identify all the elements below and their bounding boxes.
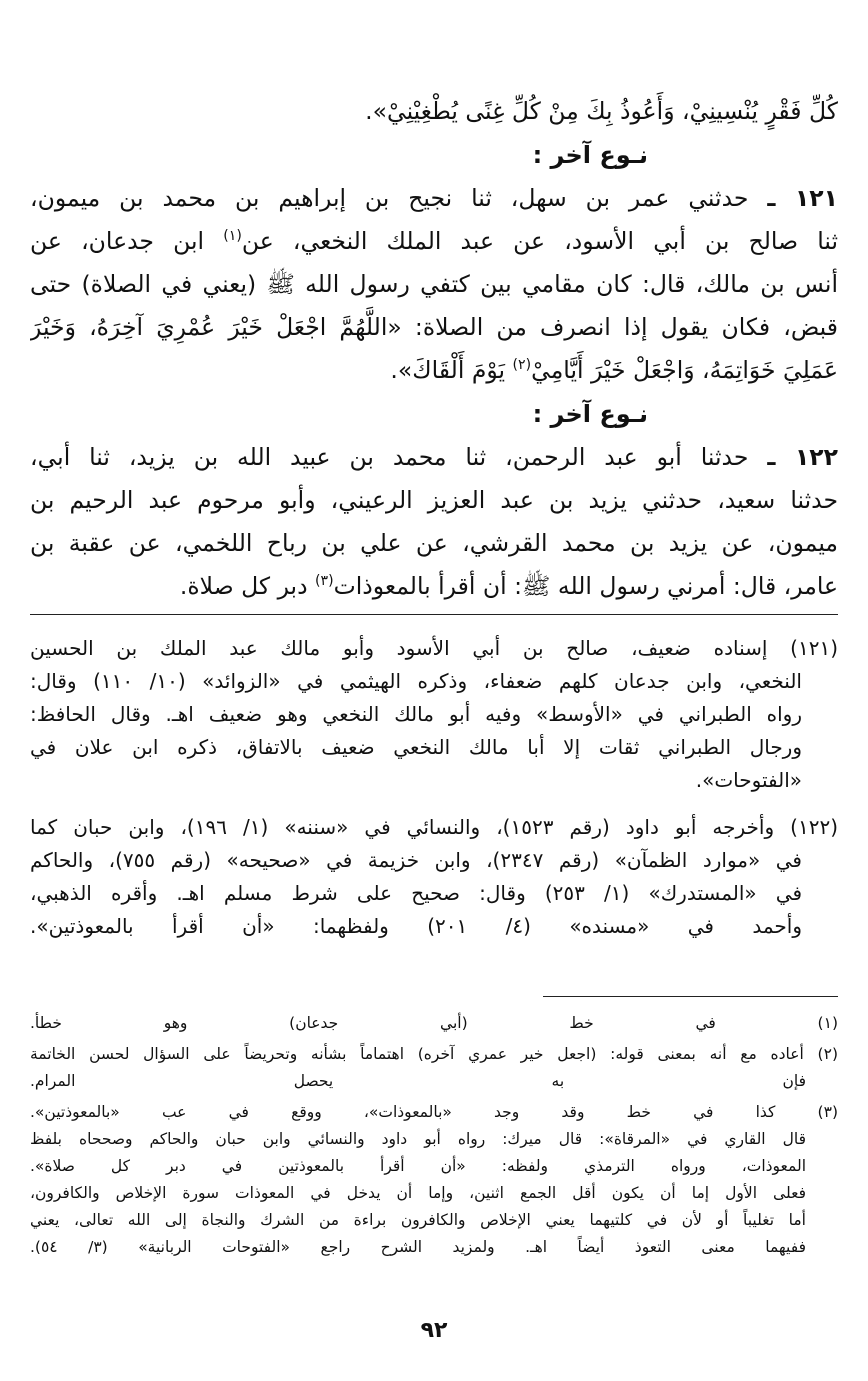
footnote-line: المعوذات، ورواه الترمذي ولفظه: «أن أقرأ بالمعوذتين في دبر كل صلاة». [30, 1157, 806, 1175]
footnote-line: أما تغليباً أو لأن في كلتيهما يعني الإخلاص والكافرون براءة من الشرك والنجاة إلى الله تعالى، يعني [30, 1211, 806, 1229]
hadith-text: عامر، قال: أمرني رسول الله ﷺ: أن أقرأ بالمعوذات [333, 572, 838, 600]
divider [30, 614, 838, 615]
note-line: «الفتوحات». [695, 768, 802, 792]
note-line: ورجال الطبراني ثقات إلا أبا مالك النخعي ضعيف بالاتفاق، ذكره ابن علان في [30, 735, 802, 759]
footnote-ref[interactable]: (٣) [315, 573, 334, 590]
hadith-number: ١٢٢ ـ [767, 443, 838, 471]
footnote-line: فعلى الأول إما أن يكون أقل الجمع اثنين، وإما أن يدخل في المعوذات سورة الإخلاص والكافرون، [30, 1184, 806, 1202]
hadith-122-line: ميمون، عن يزيد بن محمد القرشي، عن علي بن رباح اللخمي، عن عقبة بن [30, 529, 838, 557]
hadith-text: دبر كل صلاة. [179, 572, 308, 600]
footnote-line: (٢) أعاده مع أنه بمعنى قوله: (اجعل خير عمري آخره) اهتماماً بشأنه وتحريضاً على السؤال لحسن الخاتمة [30, 1045, 838, 1063]
note-line: رواه الطبراني في «الأوسط» وفيه أبو مالك النخعي وهو ضعيف اهـ. وقال الحافظ: [30, 702, 802, 726]
hadith-121-line [30, 220, 838, 263]
footnote-ref[interactable]: (٢) [512, 357, 532, 374]
note-line: (١٢١) إسناده ضعيف، صالح بن أبي الأسود وأبو مالك عبد الملك بن الحسين [30, 636, 838, 660]
hadith-122-line: حدثنا سعيد، حدثني يزيد بن عبد العزيز الرعيني، وأبو مرحوم عبد الرحيم بن [30, 486, 838, 514]
hadith-text: ثنا صالح بن أبي الأسود، عن عبد الملك النخعي، عن [241, 227, 838, 255]
hadith-number: ١٢١ ـ [767, 184, 838, 212]
book-page [30, 0, 838, 1381]
footnote-line: قال القاري في «المرقاة»: قال ميرك: رواه أبو داود والنسائي وابن حبان والحاكم وصححاه بلفظ [30, 1130, 806, 1148]
hadith-text: حدثني عمر بن سهل، ثنا نجيح بن إبراهيم بن محمد بن ميمون، [30, 184, 749, 212]
note-line: (١٢٢) وأخرجه أبو داود (رقم ١٥٢٣)، والنسائي في «سننه» (١/ ١٩٦)، وابن حبان كما [30, 815, 838, 839]
takhrij-notes [30, 632, 838, 943]
section-heading: نـوع آخر : [532, 141, 648, 169]
footnote-line: فإن به يحصل المرام. [30, 1072, 806, 1090]
hadith-text: عَمَلِيَ خَوَاتِمَهُ، وَاجْعَلْ خَيْرَ أَيَّامِيْ [531, 356, 838, 384]
hadith-text: يَوْمَ أَلْقَاكَ». [390, 356, 506, 384]
note-line: وأحمد في «مسنده» (٤/ ٢٠١) ولفظهما: «أن أقرأ بالمعوذتين». [30, 914, 802, 938]
hadith-121-line: قبض، فكان يقول إذا انصرف من الصلاة: «اللَّهُمَّ اجْعَلْ خَيْرَ عُمْرِيَ آخِرَهُ، وَخَيْرَ [30, 313, 838, 341]
page-number: ٩٢ [420, 1318, 448, 1343]
hadith-122-line [30, 436, 838, 479]
section-heading: نـوع آخر : [532, 400, 648, 428]
footnote-ref[interactable]: (١) [223, 228, 242, 245]
note-line: في «المستدرك» (١/ ٢٥٣) وقال: صحيح على شرط مسلم اهـ. وأقره الذهبي، [30, 881, 803, 905]
hadith-121-line: أنس بن مالك، قال: كان مقامي بين كتفي رسول الله ﷺ (يعني في الصلاة) حتى [30, 270, 838, 298]
hadith-text: ابن جدعان، عن [30, 227, 205, 255]
hadith-122-line [30, 565, 838, 608]
note-line: النخعي، وابن جدعان كلهم ضعفاء، وذكره الهيثمي في «الزوائد» (١٠/ ١١٠) وقال: [30, 669, 802, 693]
note-line: في «موارد الظمآن» (رقم ٢٣٤٧)، وابن خزيمة في «صحيحه» (رقم ٧٥٥)، والحاكم [30, 848, 802, 872]
footnote-line: (٣) كذا في خط وقد وجد «بالمعوذات»، ووقع في عب «بالمعوذتين». [30, 1103, 838, 1121]
hadith-text: حدثنا أبو عبد الرحمن، ثنا محمد بن عبيد الله بن يزيد، ثنا أبي، [30, 443, 749, 471]
footnote-line: ففيهما معنى التعوذ أيضاً اهـ. ولمزيد الشرح راجع «الفتوحات الربانية» (٣/ ٥٤). [30, 1238, 806, 1256]
footnote-line: (١) في خط (أبي جدعان) وهو خطأ. [30, 1014, 838, 1032]
main-text [30, 90, 838, 608]
hadith-121-line [30, 349, 838, 392]
text-line: كُلِّ فَقْرٍ يُنْسِينِيْ، وَأَعُوذُ بِكَ مِنْ كُلِّ غِنًى يُطْغِيْنِيْ». [365, 97, 838, 125]
footnotes [30, 1010, 838, 1261]
footnote-divider [543, 996, 838, 997]
hadith-121-line [30, 177, 838, 220]
